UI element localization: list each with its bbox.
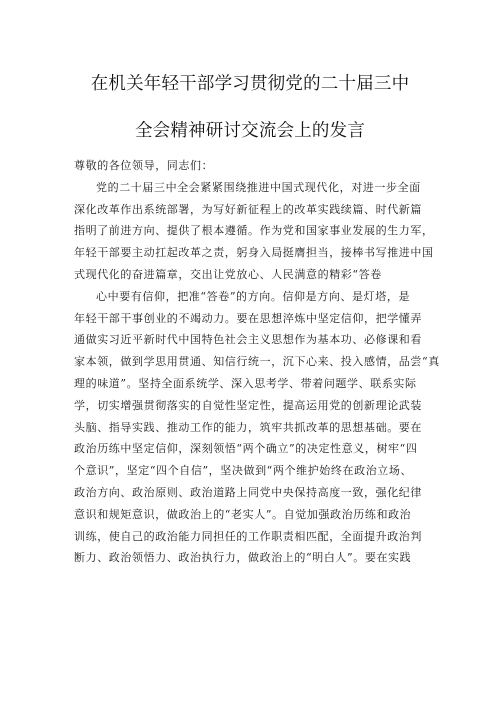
- paragraph-line: 党的二十届三中全会紧紧围绕推进中国式现代化，对进一步全面: [96, 180, 421, 194]
- paragraph-line: 头脑、指导实践、推动工作的能力，筑牢共抓改革的思想基础。要在: [74, 420, 422, 434]
- paragraph-line: 学，切实增强贯彻落实的自觉性坚定性，提高运用党的创新理论武装: [74, 398, 422, 412]
- paragraph-line: 心中要有信仰，把准“答卷”的方向。信仰是方向、是灯塔，是: [96, 289, 411, 303]
- document-body: [74, 155, 440, 569]
- paragraph-line: 通做实习近平新时代中国特色社会主义思想作为基本功、必修课和看: [74, 333, 422, 347]
- paragraph-line: 政治方向、政治原则、政治道路上同党中央保持高度一致，强化纪律: [74, 485, 422, 499]
- paragraph-line: 断力、政治领悟力、政治执行力，做政治上的“明白人”。要在实践: [74, 551, 412, 565]
- document-title-line-2: 全会精神研讨交流会上的发言: [134, 121, 366, 141]
- paragraph-line: 年轻干部要主动扛起改革之责，躬身入局挺膺担当，接棒书写推进中国: [74, 246, 434, 260]
- salutation: 尊敬的各位领导，同志们：: [74, 159, 214, 172]
- paragraph-line: 年轻干部干事创业的不竭动力。要在思想淬炼中坚定信仰，把学懂弄: [74, 311, 422, 325]
- paragraph-line: 式现代化的奋进篇章，交出让党放心、人民满意的精彩“答卷: [74, 267, 382, 281]
- paragraph-line: 深化改革作出系统部署，为写好新征程上的改革实践续篇、时代新篇: [74, 202, 422, 216]
- paragraph-line: 指明了前进方向、提供了根本遵循。作为党和国家事业发展的生力军，: [74, 224, 434, 238]
- paragraph-line: 训练，使自己的政治能力同担任的工作职责相匹配，全面提升政治判: [74, 529, 422, 543]
- paragraph-line: 个意识”，坚定“四个自信”，坚决做到“两个维护始终在政治立场、: [74, 464, 413, 478]
- paragraph-line: 理的味道”。坚持全面系统学、深入思考学、带着问题学、联系实际: [74, 376, 417, 390]
- paragraph-line: 家本领，做到学思用贯通、知信行统一，沉下心来、投入感情，品尝“真: [74, 355, 440, 369]
- paragraph-line: 政治历练中坚定信仰，深刻领悟“两个确立”的决定性意义，树牢“四: [74, 442, 418, 456]
- paragraph-line: 意识和规矩意识，做政治上的“老实人”。自觉加强政治历练和政治: [74, 507, 412, 521]
- document-title-line-1: 在机关年轻干部学习贯彻党的二十届三中: [90, 74, 410, 94]
